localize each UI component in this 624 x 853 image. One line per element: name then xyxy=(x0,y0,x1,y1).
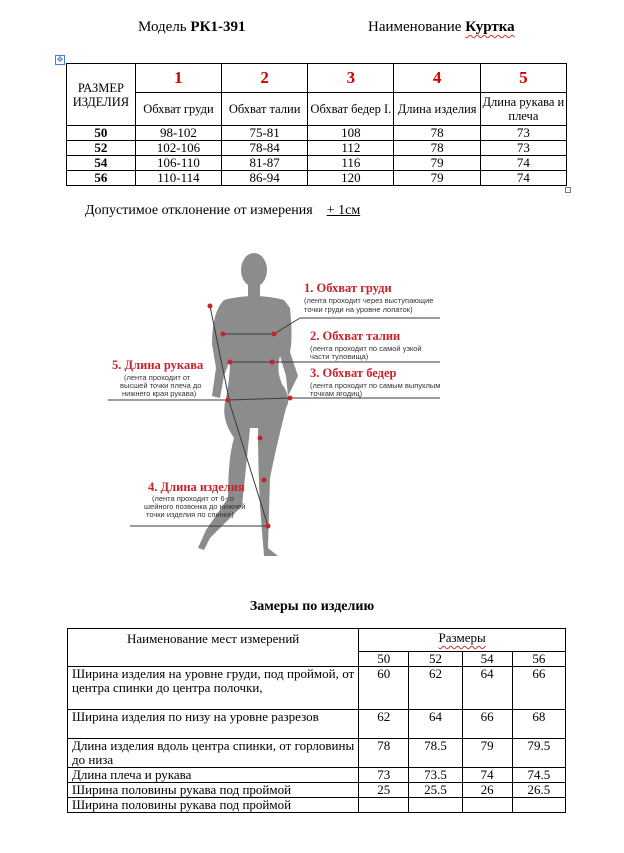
value-cell: 74 xyxy=(480,171,566,186)
name-label: Наименование xyxy=(368,19,462,35)
size-header: 56 xyxy=(512,652,565,667)
measurement-value: 62 xyxy=(409,667,462,710)
annotation-sleeve-note: высшей точки плеча до xyxy=(120,381,202,390)
value-cell: 79 xyxy=(394,171,480,186)
value-cell: 86-94 xyxy=(222,171,308,186)
annotation-sleeve-note: (лента проходит от xyxy=(124,373,191,382)
annotation-sleeve-note: нижнего края рукава) xyxy=(122,389,197,398)
measurement-name: Ширина половины рукава под проймой xyxy=(68,798,359,813)
annotation-hips-title: 3. Обхват бедер xyxy=(310,366,397,380)
size-cell: 56 xyxy=(67,171,136,186)
col-label: Обхват талии xyxy=(222,93,308,126)
table-row xyxy=(67,126,567,141)
table-row xyxy=(68,783,566,798)
annotation-chest-note: (лента проходит через выступающие xyxy=(304,296,434,305)
name-line xyxy=(368,19,515,36)
col-label: Обхват бедер I. xyxy=(308,93,394,126)
size-cell: 50 xyxy=(67,126,136,141)
measurement-value: 25.5 xyxy=(409,783,462,798)
table-row xyxy=(68,739,566,768)
value-cell: 73 xyxy=(480,141,566,156)
measurement-value: 68 xyxy=(512,710,565,739)
col-num: 5 xyxy=(480,64,566,93)
value-cell: 116 xyxy=(308,156,394,171)
value-cell: 112 xyxy=(308,141,394,156)
measurements-title: Замеры по изделию xyxy=(249,599,375,614)
value-cell: 78 xyxy=(394,141,480,156)
value-cell: 74 xyxy=(480,156,566,171)
measurement-value: 25 xyxy=(359,783,409,798)
measurement-name: Ширина изделия на уровне груди, под проймой, от центра спинки до центра полочки, xyxy=(68,667,359,710)
table-row xyxy=(67,171,567,186)
measurement-name: Ширина изделия по низу на уровне разрезов xyxy=(68,710,359,739)
size-header: 52 xyxy=(409,652,462,667)
size-header: 54 xyxy=(462,652,512,667)
measurement-value: 66 xyxy=(512,667,565,710)
tolerance-value: + 1см xyxy=(326,203,361,218)
measurement-name: Длина плеча и рукава xyxy=(68,768,359,783)
annotation-hips-note: точкам ягодиц) xyxy=(310,389,363,398)
measurement-value: 73.5 xyxy=(409,768,462,783)
table-row xyxy=(68,768,566,783)
table-row xyxy=(68,667,566,710)
measurement-value: 64 xyxy=(409,710,462,739)
table-move-handle-icon[interactable]: ✥ xyxy=(56,55,64,64)
table-resize-handle-icon[interactable] xyxy=(565,187,571,193)
col-label: Длина изделия xyxy=(394,93,480,126)
annotation-length-note: точки изделия по спинке) xyxy=(146,510,234,519)
annotation-sleeve-title: 5. Длина рукава xyxy=(112,358,204,372)
measurement-value xyxy=(512,798,565,813)
annotation-length-note: шейного позвонка до нижней xyxy=(144,502,246,511)
measurement-value: 74.5 xyxy=(512,768,565,783)
annotation-waist-note: (лента проходит по самой узкой xyxy=(310,344,422,353)
sizes-header: Размеры xyxy=(438,630,486,645)
model-value: РК1-391 xyxy=(190,19,246,35)
col-num: 3 xyxy=(308,64,394,93)
table-row xyxy=(68,710,566,739)
size-table xyxy=(66,63,567,186)
value-cell: 78-84 xyxy=(222,141,308,156)
table-row xyxy=(67,141,567,156)
annotation-length-title: 4. Длина изделия xyxy=(148,480,245,494)
tolerance-line xyxy=(85,203,360,219)
model-line xyxy=(138,19,245,36)
measurement-value xyxy=(462,798,512,813)
value-cell: 110-114 xyxy=(135,171,221,186)
measurement-value: 26 xyxy=(462,783,512,798)
name-header: Наименование мест измерений xyxy=(68,629,359,667)
table-row xyxy=(67,156,567,171)
col-num: 2 xyxy=(222,64,308,93)
table-row xyxy=(68,798,566,813)
measurement-value: 79 xyxy=(462,739,512,768)
size-cell: 54 xyxy=(67,156,136,171)
annotation-chest-title: 1. Обхват груди xyxy=(304,281,392,295)
value-cell: 108 xyxy=(308,126,394,141)
annotation-waist-note: части туловища) xyxy=(310,352,369,361)
name-value: Куртка xyxy=(465,19,515,35)
value-cell: 79 xyxy=(394,156,480,171)
measurement-value: 62 xyxy=(359,710,409,739)
measurement-value: 73 xyxy=(359,768,409,783)
value-cell: 98-102 xyxy=(135,126,221,141)
annotation-hips-note: (лента проходит по самым выпуклым xyxy=(310,381,441,390)
tolerance-text: Допустимое отклонение от измерения xyxy=(85,203,313,218)
measurement-value: 60 xyxy=(359,667,409,710)
value-cell: 75-81 xyxy=(222,126,308,141)
value-cell: 73 xyxy=(480,126,566,141)
col-label: Длина рукава и плеча xyxy=(480,93,566,126)
measurement-value: 78.5 xyxy=(409,739,462,768)
measurement-value: 66 xyxy=(462,710,512,739)
measurement-name: Длина изделия вдоль центра спинки, от горловины до низа xyxy=(68,739,359,768)
measurement-value xyxy=(409,798,462,813)
value-cell: 78 xyxy=(394,126,480,141)
size-corner-label: РАЗМЕР ИЗДЕЛИЯ xyxy=(67,64,136,126)
measurement-value: 74 xyxy=(462,768,512,783)
size-header: 50 xyxy=(359,652,409,667)
measurement-value xyxy=(359,798,409,813)
measurement-value: 26.5 xyxy=(512,783,565,798)
measurement-value: 79.5 xyxy=(512,739,565,768)
col-label: Обхват груди xyxy=(135,93,221,126)
value-cell: 102-106 xyxy=(135,141,221,156)
value-cell: 120 xyxy=(308,171,394,186)
measurement-name: Ширина половины рукава под проймой xyxy=(68,783,359,798)
value-cell: 106-110 xyxy=(135,156,221,171)
body-measurement-figure xyxy=(100,248,480,568)
value-cell: 81-87 xyxy=(222,156,308,171)
annotation-waist-title: 2. Обхват талии xyxy=(310,329,401,343)
annotation-length-note: (лента проходит от 6-го xyxy=(152,494,234,503)
model-label: Модель xyxy=(138,19,187,35)
col-num: 1 xyxy=(135,64,221,93)
col-num: 4 xyxy=(394,64,480,93)
measurements-table xyxy=(67,628,566,813)
size-cell: 52 xyxy=(67,141,136,156)
annotation-chest-note: точки груди на уровне лопаток) xyxy=(304,305,413,314)
measurement-value: 64 xyxy=(462,667,512,710)
measurement-value: 78 xyxy=(359,739,409,768)
